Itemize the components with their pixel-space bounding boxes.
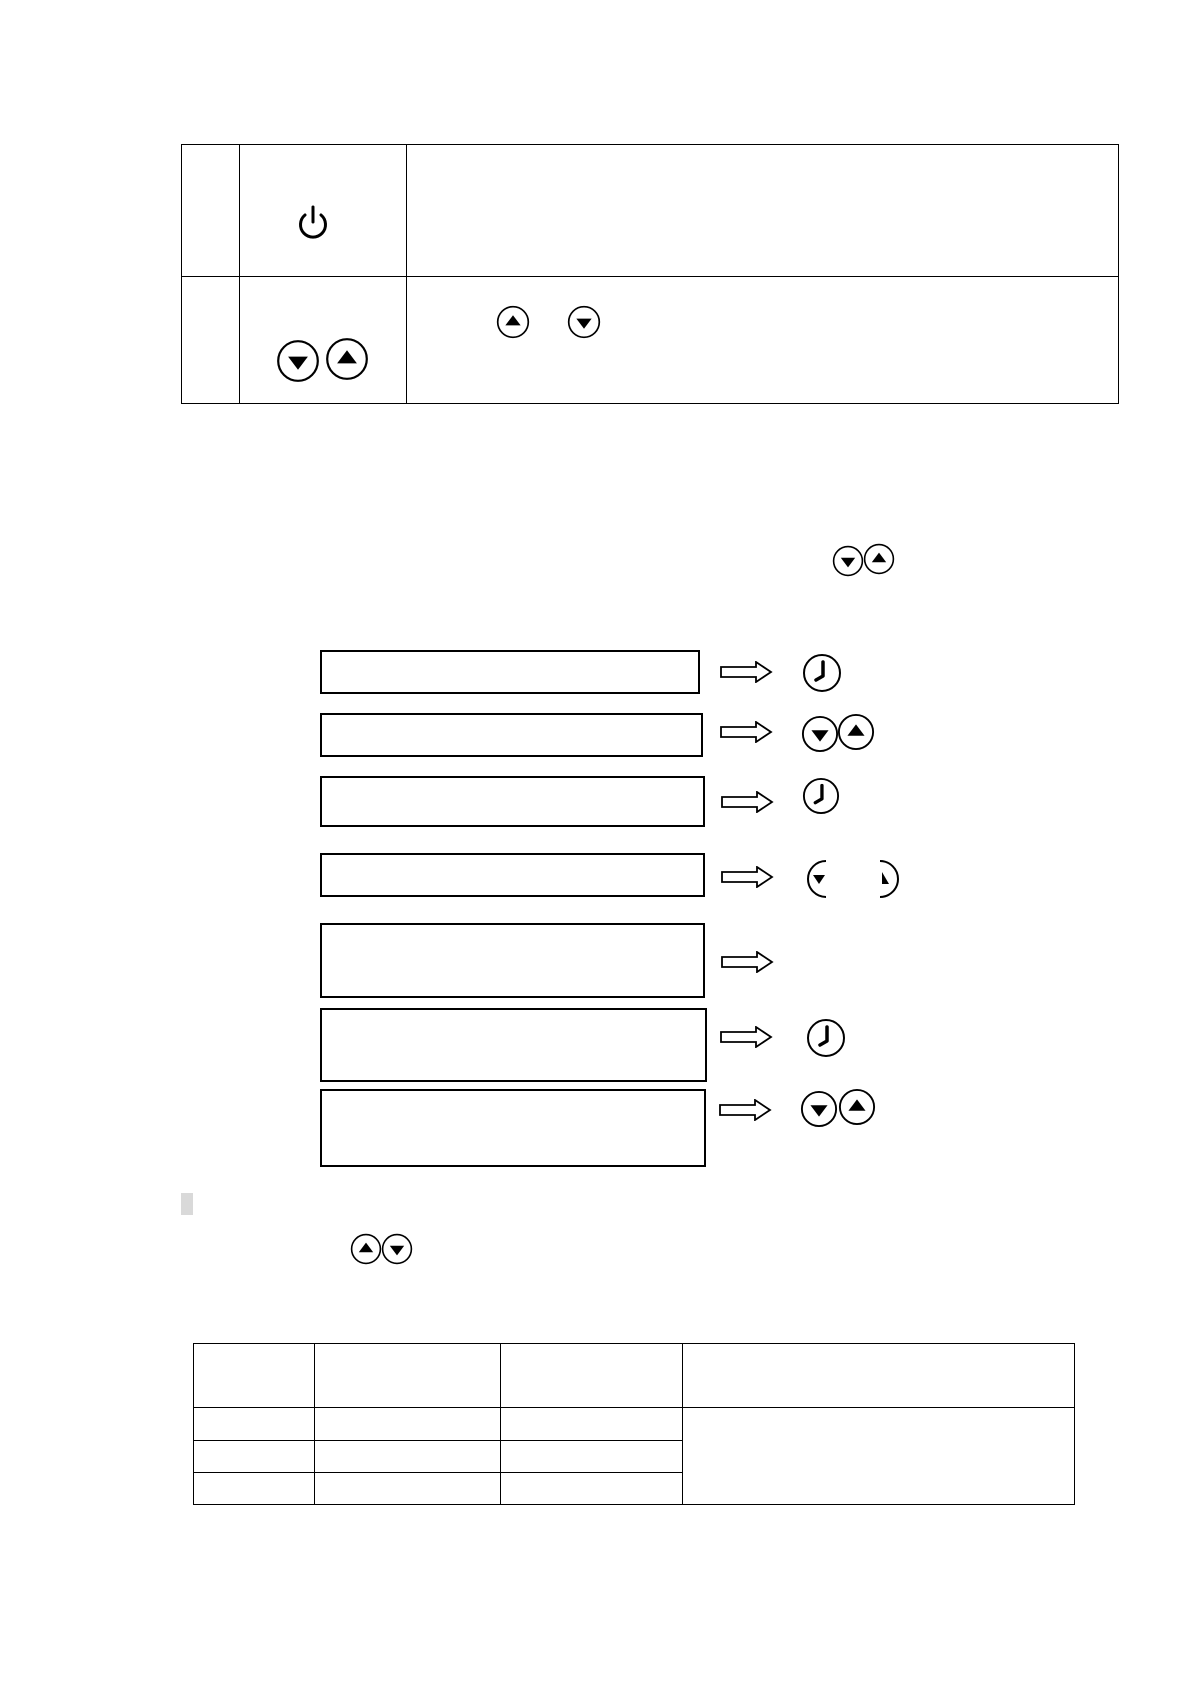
down-up-arrow-buttons-icon xyxy=(832,543,896,577)
bottom-table-col-divider xyxy=(500,1343,501,1505)
key-table-border-bottom xyxy=(181,403,1119,404)
right-arrow-icon xyxy=(720,791,774,813)
key-table-border-right xyxy=(1118,144,1119,404)
right-arrow-icon xyxy=(719,661,773,683)
bottom-table-row-divider xyxy=(193,1472,683,1473)
down-up-arrow-buttons-icon xyxy=(800,1088,876,1128)
up-down-arrow-buttons-icon xyxy=(350,1232,414,1266)
right-arrow-icon xyxy=(720,866,774,888)
bottom-table-row-divider xyxy=(193,1440,683,1441)
flow-step-box xyxy=(320,853,705,897)
bottom-table-col-divider xyxy=(682,1343,683,1505)
clock-icon xyxy=(806,1018,846,1058)
right-arrow-icon xyxy=(719,1026,773,1048)
right-arrow-icon xyxy=(719,721,773,743)
flow-step-box xyxy=(320,923,705,998)
up-arrow-button-icon xyxy=(496,305,530,339)
flow-step-box xyxy=(320,1008,707,1082)
right-arrow-icon xyxy=(718,1099,772,1121)
right-arrow-icon xyxy=(720,951,774,973)
note-marker xyxy=(181,1193,193,1215)
down-up-arrow-buttons-icon xyxy=(801,713,875,753)
flow-step-box xyxy=(320,1089,706,1167)
bottom-table-border-right xyxy=(1074,1343,1075,1505)
flow-step-box xyxy=(320,650,700,694)
bottom-table-border-left xyxy=(193,1343,194,1505)
bottom-table-header-divider xyxy=(193,1407,1075,1408)
bottom-table-border-bottom xyxy=(193,1504,1075,1505)
down-up-arrow-buttons-icon xyxy=(276,337,370,383)
key-table-row-divider xyxy=(181,276,1119,277)
clock-icon xyxy=(802,777,840,815)
down-arrow-button-icon xyxy=(567,305,601,339)
bottom-table-border-top xyxy=(193,1343,1075,1344)
key-table-border-top xyxy=(181,144,1119,145)
clock-icon xyxy=(802,653,842,693)
key-table-col-divider-2 xyxy=(406,144,407,404)
partial-arrow-buttons-icon xyxy=(800,858,904,900)
flow-step-box xyxy=(320,776,705,827)
key-table-border-left xyxy=(181,144,182,404)
power-icon xyxy=(296,204,330,242)
bottom-table-col-divider xyxy=(314,1343,315,1505)
key-table-col-divider-1 xyxy=(239,144,240,404)
flow-step-box xyxy=(320,713,703,757)
